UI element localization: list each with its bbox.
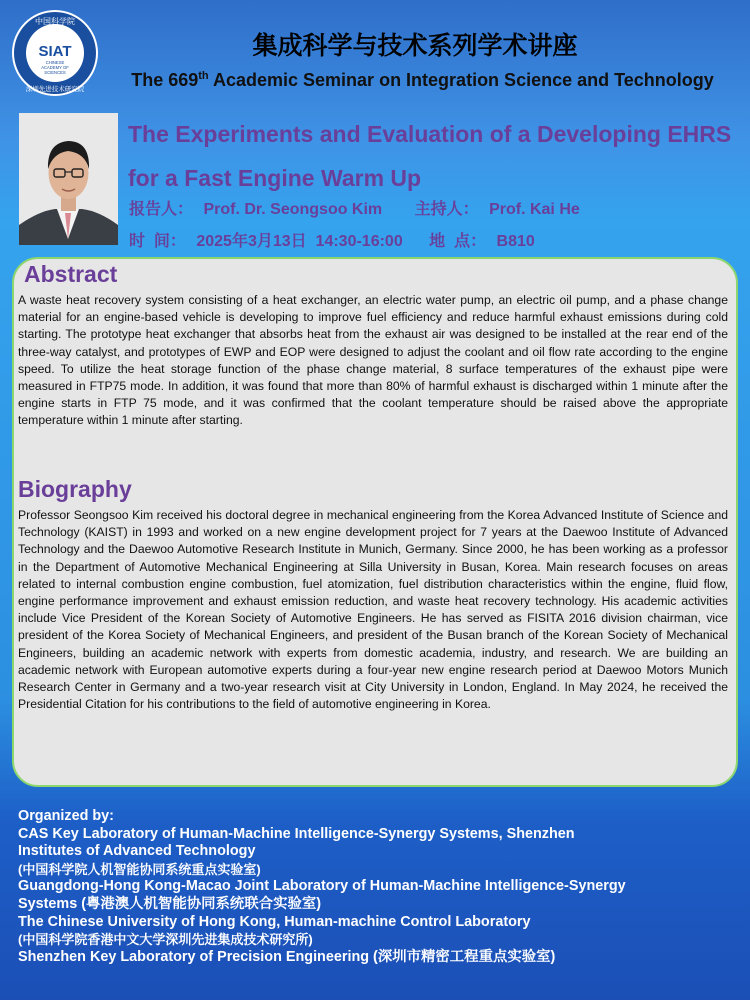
time-value: 2025年3月13日 14:30-16:00: [196, 233, 403, 250]
logo-ring-bottom: 深圳先进技术研究院: [25, 85, 85, 93]
organizers-footer: [18, 808, 738, 966]
time-place-row: [129, 228, 541, 251]
org1-line1: CAS Key Laboratory of Human-Machine Intelligence-Synergy Systems, Shenzhen: [18, 825, 575, 842]
place-label: 地 点：: [429, 233, 487, 250]
talk-title-line2: for a Fast Engine Warm Up: [128, 165, 422, 191]
seminar-title-prefix: The 669: [131, 70, 199, 90]
speaker-label: 报告人：: [129, 201, 194, 218]
talk-title-line1: The Experiments and Evaluation of a Developing EHRS: [128, 121, 732, 147]
abstract-heading: Abstract: [24, 261, 118, 287]
host-label: 主持人：: [414, 201, 479, 218]
speaker-host-row: [129, 196, 586, 219]
logo-text: SIAT: [38, 43, 72, 60]
org3-line1: The Chinese University of Hong Kong, Human-machine Control Laboratory: [18, 913, 531, 930]
org1-line2: Institutes of Advanced Technology: [18, 843, 256, 860]
speaker-portrait-icon: [19, 113, 118, 245]
biography-text: Professor Seongsoo Kim received his doctoral degree in mechanical engineering from the Korea Advanced Institute of Science and Technology (KAIST) in 1993 and worked on a new engine development project for 7 years at the Daewoo Institute of Advanced Technology and the Daewoo Automotive Research Institute in Munich, Germany. Since 2000, he has been working as a professor in the Department of Automotive Mechanical Engineering at Silla University in Busan, Korea. Main research focuses on areas related to internal combustion engine combustion, fuel atomization, fuel distribution characteristics within the engine, fluid flow, engine performance improvement and exhaust emission reduction, and waste heat recovery technology. His academic activities include Vice President of the Korean Society of Automotive Engineers. He has served as FISITA 2016 division chairman, vice president of the Korea Society of Mechanical Engineers, and president of the Busan branch of the Korean Society of Mechanical Engineers, building an academic network with experts from domestic academia, industry, and research. We are building an academic network with European automotive experts during a four-year new engine research period at Daewoo Motors Munich Research Center in Germany and a two-year research visit at City University in London, England. In May 2024, he received the Presidential Citation for his contributions to the field of automotive engineering in Korea.: [18, 508, 728, 712]
time-label: 时 间：: [129, 233, 186, 250]
seminar-title-en: [105, 70, 740, 91]
logo-sub2: ACADEMY OF: [41, 65, 69, 70]
org3-cn: (中国科学院香港中文大学深圳先进集成技术研究所): [18, 932, 313, 948]
org2-line1: Guangdong-Hong Kong-Macao Joint Laboratory of Human-Machine Intelligence-Synergy: [18, 878, 626, 895]
logo-sub1: CHINESE: [45, 60, 65, 65]
biography-heading: Biography: [18, 476, 132, 502]
host-name: Prof. Kai He: [489, 201, 580, 218]
logo-ring-top: 中国科学院: [35, 17, 75, 26]
org2-line2: Systems (粤港澳人机智能协同系统联合实验室): [18, 895, 322, 912]
org1-cn: (中国科学院人机智能协同系统重点实验室): [18, 861, 261, 877]
organized-by-label: Organized by:: [18, 808, 114, 824]
speaker-photo: [19, 113, 118, 245]
talk-title: [128, 112, 738, 200]
place-value: B810: [496, 233, 535, 250]
logo-sub3: SCIENCES: [44, 70, 66, 75]
seminar-title-sup: th: [198, 70, 209, 82]
abstract-text: A waste heat recovery system consisting of a heat exchanger, an electric water pump, an electric oil pump, and a phase change material for an engine-based vehicle is developing to improve fuel efficiency and reduce harmful exhaust emissions during cold starting. The prototype heat exchanger that absorbs heat from the exhaust air was designed to be installed at the rear end of the three-way catalyst, and prototypes of EWP and EOP were designed to adjust the coolant and oil flow rate according to the engine speed. To utilize the heat storage function of the phase change material, 8 surface temperatures of the exhaust pipe were measured in FTP75 mode. In addition, it was found that more than 80% of harmful exhaust is discharged within 1 minute after the engine starts in FTP 75 mode, and it was confirmed that the coolant temperature should be raised above the appropriate temperature within 1 minute after starting.: [18, 293, 728, 428]
org4-line1: Shenzhen Key Laboratory of Precision Engineering (深圳市精密工程重点实验室): [18, 948, 556, 965]
seminar-series-title-cn: 集成科学与技术系列学术讲座: [252, 31, 578, 60]
seminar-title-suffix: Academic Seminar on Integration Science and Technology: [208, 70, 714, 90]
speaker-name: Prof. Dr. Seongsoo Kim: [203, 201, 383, 218]
